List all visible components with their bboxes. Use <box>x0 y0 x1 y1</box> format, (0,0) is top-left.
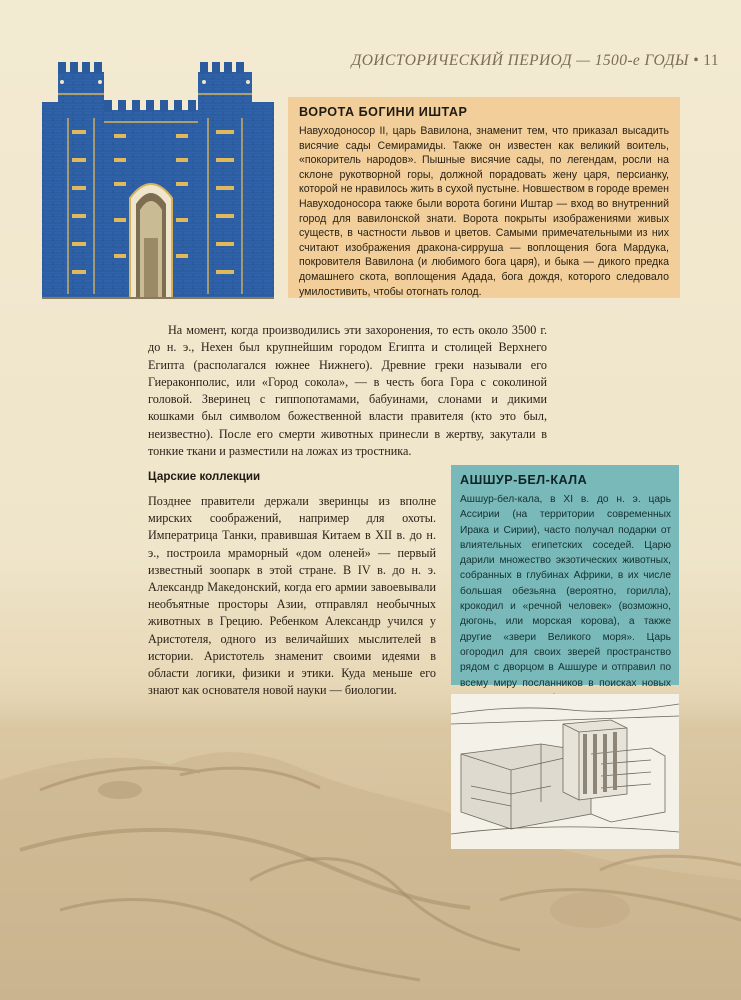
running-head <box>352 52 719 70</box>
main-paragraph-2: Позднее правители держали зверинцы из вполне мирских соображений, например для охоты. Императрица Танки, правившая Китаем в XII в. до н. э., построила мраморный «дом оленей» — первый известный зоопарк в этой стране. В IV в. до н. э. Александр Македонский, когда его армии завоевывали необъятные просторы Азии, отправлял необычных животных в Грецию. Ребенком Александр учился у Аристотеля, одного из величайших мыслителей в истории. Аристотель знаменит своими идеями в области логики, физики и этики. Куда меньше его знают как основателя новой науки — биологии. <box>148 494 436 698</box>
page-number: 11 <box>703 52 719 69</box>
running-title: ДОИСТОРИЧЕСКИЙ ПЕРИОД — 1500-е ГОДЫ <box>351 52 689 69</box>
main-paragraph-1: На момент, когда производились эти захоронения, то есть около 3500 г. до н. э., Нехен был крупнейшим городом Египта и столицей Верхнего Египта (располагался южнее Нижнего). Древние греки называли его Гиераконполис, или «Город сокола», — в честь бога Гора с соколиной головой. Зверинец с гиппопотамами, бабуинами, слонами и дикими кошками был символом божественной власти правителя (кто это был, неизвестно). После его смерти животных принесли в жертву, закутали в тонкие ткани и разместили на ложах из тростника. <box>148 323 547 459</box>
subheading-royal-collections: Царские коллекции <box>148 470 261 483</box>
ishtar-sidebar-title: ВОРОТА БОГИНИ ИШТАР <box>299 105 468 119</box>
assur-bel-kala-sidebar <box>451 465 679 689</box>
ishtar-sidebar-text: Навуходоносор II, царь Вавилона, знаменит тем, что приказал высадить висячие сады Семирамиды. Также он известен как великий воитель, «покоритель народов». Пышные висячие сады, по легендам, росли на склоне рукотворной горы, должной порадовать жену царя, персианку, которой не нравилось жить в сухой пустыне. Новшеством в городе времен Навуходоносора также были ворота богини Иштар — вход во внутренний город для вавилонской знати. Ворота покрыты изображениями живых существ, в частности львов и цветов. Самыми примечательными из них считают изображения дракона-сирруша — воплощения бога Мардука, покровителя Вавилона (и любимого бога царя), и быка — дикого предка домашнего скота, воплощения Адада, бога дождя, которого следовало умилостивить, чтобы отогнать голод. <box>299 125 669 298</box>
ishtar-gate-image <box>38 58 288 302</box>
assur-sidebar-text: Ашшур-бел-кала, в XI в. до н. э. царь Ассирии (на территории современных Ирака и Сирии), часто получал подарки от влиятельных египетских соседей. Царю дарили множество экзотических животных, собранных в глубинах Африки, в их числе большая обезьяна (вероятно, горилла), крокодил и «речной человек» (возможно, дюгонь, или морская корова), а также другие «звери Великого моря». Царь огородил для своих зверей пространство рядом с дворцом в Ашшуре и отправил по всему миру посланников в поисках новых <box>460 494 671 689</box>
bullet: • <box>693 52 699 69</box>
ishtar-gate-sidebar <box>288 97 680 298</box>
assur-sidebar-title: АШШУР-БЕЛ-КАЛА <box>460 473 588 487</box>
assyrian-palace-sketch <box>451 694 679 849</box>
